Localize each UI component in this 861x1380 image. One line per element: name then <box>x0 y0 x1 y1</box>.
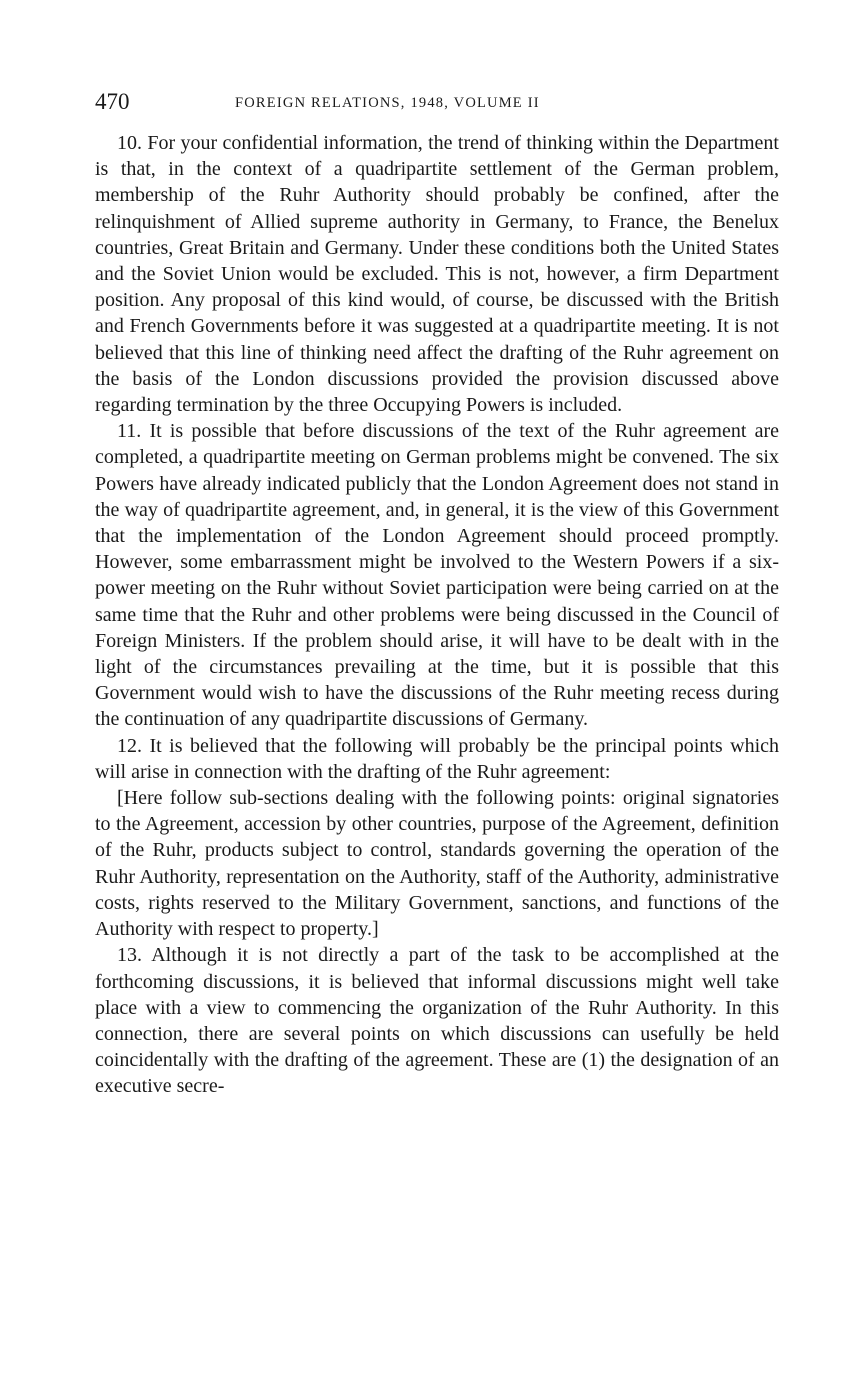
paragraph-10: 10. For your confidential information, the trend of thinking within the Department is that, in the context of a quadripartite settlement of the German problem, membership of the Ruhr Authority should probably be confined, after the relinquishment of Allied supreme authority in Germany, to France, the Benelux countries, Great Britain and Germany. Under these conditions both the United States and the Soviet Union would be excluded. This is not, however, a firm Department position. Any proposal of this kind would, of course, be discussed with the British and French Governments before it was suggested at a quadripartite meeting. It is not believed that this line of thinking need affect the drafting of the Ruhr agreement on the basis of the London discussions provided the provision discussed above regarding termination by the three Occupying Powers is included. <box>95 132 779 417</box>
running-head: FOREIGN RELATIONS, 1948, VOLUME II <box>235 95 540 111</box>
document-body <box>95 130 779 1100</box>
document-page <box>95 88 779 1100</box>
paragraph-13: 13. Although it is not directly a part of the task to be accomplished at the forthcoming discussions, it is believed that informal discussions might well take place with a view to commencing the organization of the Ruhr Authority. In this connection, there are several points on which discussions can usefully be held coincidentally with the drafting of the agreement. These are (1) the designation of an executive secre- <box>95 944 779 1098</box>
page-number: 470 <box>95 89 130 114</box>
editorial-note: [Here follow sub-sections dealing with the following points: original signatories to the Agreement, accession by other countries, purpose of the Agreement, definition of the Ruhr, products subject to control, standards governing the operation of the Ruhr Authority, representation on the Authority, staff of the Authority, administrative costs, rights reserved to the Military Government, sanctions, and functions of the Authority with respect to property.] <box>95 787 779 941</box>
paragraph-11: 11. It is possible that before discussions of the text of the Ruhr agreement are completed, a quadripartite meeting on German problems might be convened. The six Powers have already indicated publicly that the London Agreement does not stand in the way of quadripartite agreement, and, in general, it is the view of this Government that the implementation of the London Agreement should proceed promptly. However, some embarrassment might be involved to the Western Powers if a six-power meeting on the Ruhr without Soviet participation were being carried on at the same time that the Ruhr and other problems were being discussed in the Council of Foreign Ministers. If the problem should arise, it will have to be dealt with in the light of the circumstances prevailing at the time, but it is possible that this Government would wish to have the discussions of the Ruhr meeting recess during the continuation of any quadripartite discussions of Germany. <box>95 420 779 731</box>
page-header <box>95 88 779 120</box>
paragraph-12: 12. It is believed that the following will probably be the principal points which will arise in connection with the drafting of the Ruhr agreement: <box>95 734 779 783</box>
